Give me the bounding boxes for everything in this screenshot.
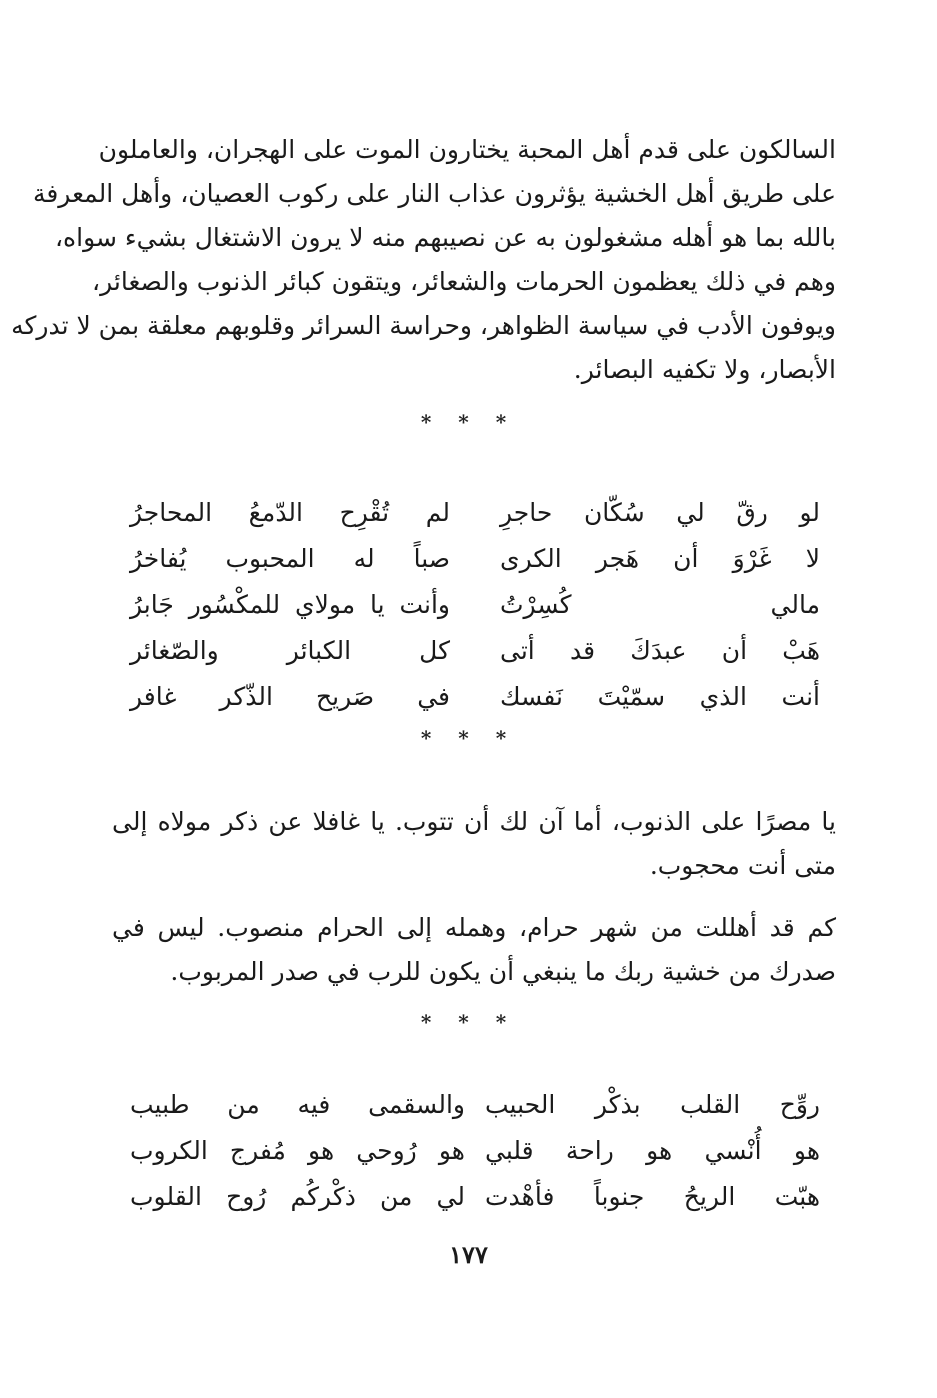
- paragraph-sacred-month: [112, 906, 836, 994]
- hemistich-right: مالي كُسِرْتُ: [500, 590, 820, 619]
- paragraph-line: كم قد أهللت من شهر حرام، وهمله إلى الحرام منصوب. ليس في: [112, 913, 836, 942]
- hemistich-left: والسقمى فيه من طبيب: [130, 1090, 465, 1119]
- poem-verse: [130, 1128, 820, 1174]
- hemistich-left: لي من ذكْركُم رُوح القلوب: [130, 1182, 465, 1211]
- hemistich-left: وأنت يا مولاي للمكْسُور جَابرُ: [130, 590, 450, 619]
- paragraph-line: على طريق أهل الخشية يؤثرون عذاب النار على ركوب العصيان، وأهل المعرفة: [32, 179, 836, 208]
- hemistich-right: هبّت الريحُ جنوباً فأهْدت: [485, 1182, 820, 1211]
- hemistich-left: كل الكبائر والصّغائر: [130, 636, 450, 665]
- paragraph-persistent-sinner: [112, 800, 836, 888]
- poem-verse: [130, 1082, 820, 1128]
- paragraph-line: متى أنت محجوب.: [649, 851, 836, 880]
- paragraph-line: السالكون على قدم أهل المحبة يختارون الموت على الهجران، والعاملون: [98, 135, 836, 164]
- poem-verse: [130, 628, 820, 674]
- hemistich-right: أنت الذي سمّيْتَ نَفسك: [500, 682, 820, 711]
- paragraph-line: بالله بما هو أهله مشغولون به عن نصيبهم منه لا يرون الاشتغال بشيء سواه،: [54, 223, 836, 252]
- poem-beloved: [130, 1082, 820, 1220]
- hemistich-right: لا غَرْوَ أن هَجر الكرى: [500, 544, 820, 573]
- paragraph-line: صدرك من خشية ربك ما ينبغي أن يكون للرب في صدر المربوب.: [170, 957, 836, 986]
- section-separator: * * *: [420, 410, 517, 434]
- hemistich-right: لو رقّ لي سُكّان حاجرِ: [500, 498, 820, 527]
- poem-verse: [130, 582, 820, 628]
- hemistich-right: هَبْ أن عبدَكَ قد أتى: [500, 636, 820, 665]
- poem-verse: [130, 536, 820, 582]
- hemistich-left: هو رُوحي هو مُفرج الكروب: [130, 1136, 465, 1165]
- page-number: ١٧٧: [449, 1240, 488, 1269]
- hemistich-right: روِّح القلب بذكْر الحبيب: [485, 1090, 820, 1119]
- poem-verse: [130, 490, 820, 536]
- hemistich-left: لم تُقْرِح الدّمعُ المحاجرُ: [130, 498, 450, 527]
- paragraph-line: وهم في ذلك يعظمون الحرمات والشعائر، ويتقون كبائر الذنوب والصغائر،: [92, 267, 836, 296]
- paragraph-sufi-seekers: [11, 128, 836, 392]
- hemistich-right: هو أُنْسي هو راحة قلبي: [485, 1136, 820, 1165]
- section-separator: * * *: [420, 1010, 517, 1034]
- section-separator: * * *: [420, 726, 517, 750]
- hemistich-left: صباً له المحبوب يُفاخرُ: [130, 544, 450, 573]
- poem-verse: [130, 1174, 820, 1220]
- paragraph-line: يا مصرًا على الذنوب، أما آن لك أن تتوب. يا غافلا عن ذكر مولاه إلى: [112, 807, 836, 836]
- hemistich-left: في صَريح الذّكر غافر: [130, 682, 450, 711]
- poem-hajir: [130, 490, 820, 720]
- paragraph-line: ويوفون الأدب في سياسة الظواهر، وحراسة السرائر وقلوبهم معلقة بمن لا تدركه: [11, 311, 836, 340]
- poem-verse: [130, 674, 820, 720]
- paragraph-line: الأبصار، ولا تكفيه البصائر.: [573, 355, 836, 384]
